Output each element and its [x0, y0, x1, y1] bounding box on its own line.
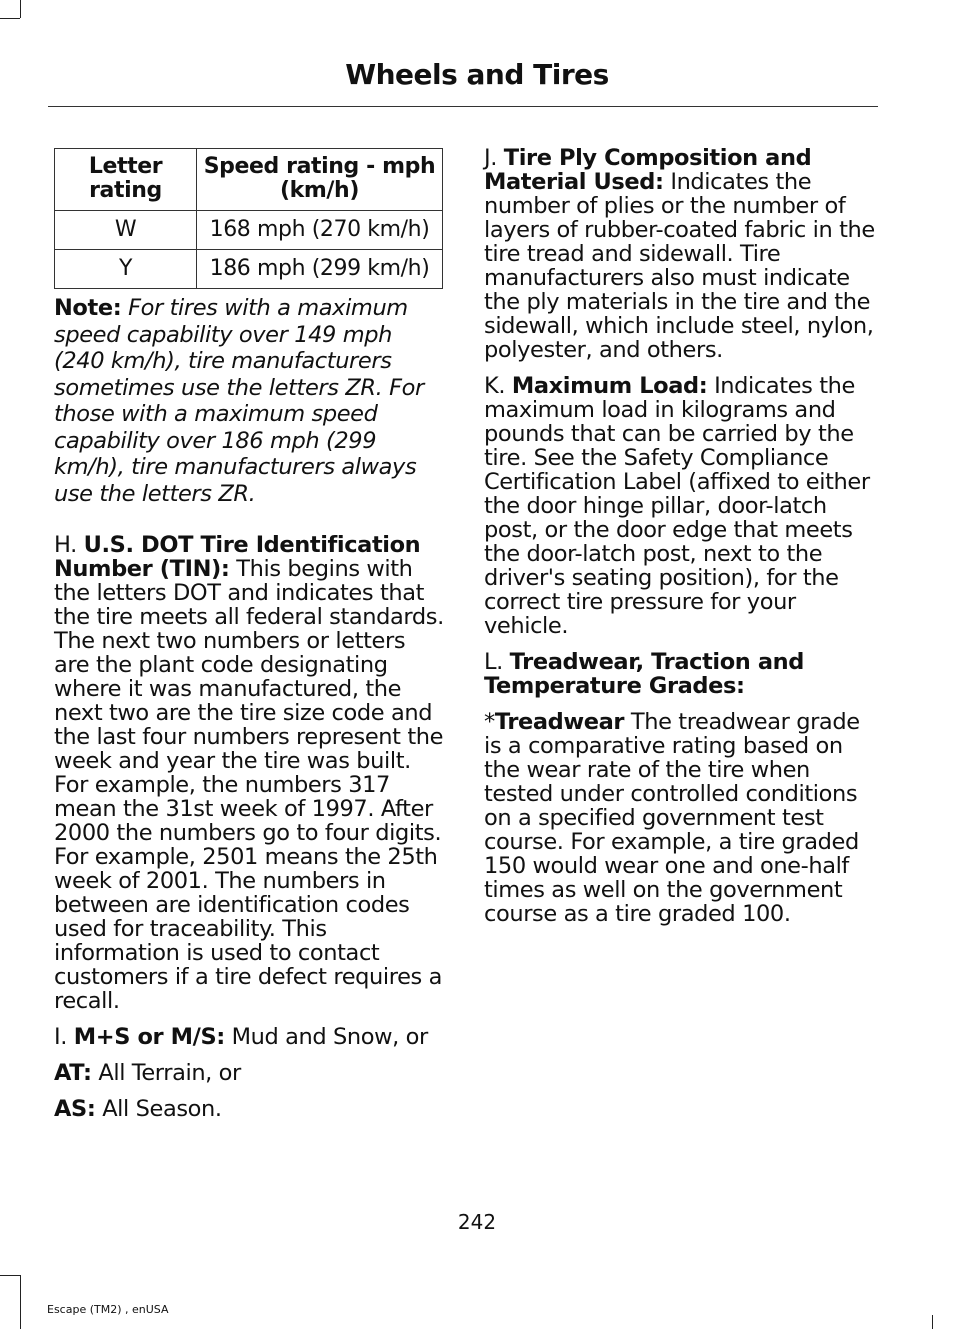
- table-cell: 186 mph (299 km/h): [197, 250, 443, 289]
- table-row: [55, 211, 443, 250]
- note: [54, 295, 446, 507]
- section-term: AT:: [54, 1060, 92, 1086]
- page-title: Wheels and Tires: [345, 58, 609, 91]
- section-text: All Season.: [102, 1096, 222, 1122]
- section-prefix: I.: [54, 1024, 67, 1050]
- section-term: AS:: [54, 1096, 96, 1122]
- crop-mark: [0, 18, 20, 19]
- section-text: This begins with the letters DOT and indicates that the tire meets all federal standards. The next two numbers or letters are the plant code designating where it was manufactured, the next two are the tire size code and the last four numbers represent the week and year the tire was built. For example, the numbers 317 mean the 31st week of 1997. After 2000 the numbers go to four digits. For example, 2501 means the 25th week of 2001. The numbers in between are identification codes used for traceability. This information is used to contact customers if a tire defect requires a recall.: [54, 556, 444, 1014]
- section-term: U.S. DOT Tire Identification Number (TIN):: [54, 532, 421, 582]
- page-number: 242: [457, 1210, 497, 1234]
- section-k: [484, 374, 876, 638]
- section-prefix: K.: [484, 373, 506, 399]
- section-treadwear: [484, 710, 876, 926]
- crop-mark: [20, 0, 21, 18]
- section-prefix: J.: [484, 145, 497, 171]
- footer-label: Escape (TM2) , enUSA: [47, 1303, 169, 1316]
- section-prefix: H.: [54, 532, 77, 558]
- right-column: [484, 146, 876, 926]
- crop-mark: [932, 1315, 933, 1329]
- section-at: [54, 1061, 446, 1085]
- table-cell: Y: [55, 250, 197, 289]
- speed-rating-table: [54, 148, 443, 289]
- section-i: [54, 1025, 446, 1049]
- section-term: M+S or M/S:: [73, 1024, 225, 1050]
- section-term: Treadwear: [494, 709, 625, 735]
- table-cell: W: [55, 211, 197, 250]
- section-text: Indicates the maximum load in kilograms and pounds that can be carried by the tire. See the Safety Compliance Certification Label (affixed to either the door hinge pillar, door-latch post, or the door edge that meets the door-latch post, next to the driver's seating position), for the correct tire pressure for your vehicle.: [484, 373, 870, 639]
- note-text: For tires with a maximum speed capability over 149 mph (240 km/h), tire manufacturers sometimes use the letters ZR. For those with a maximum speed capability over 186 mph (299 km/h), tire manufacturers always use the letters ZR.: [54, 295, 424, 507]
- note-label: Note:: [54, 295, 122, 321]
- table-row: [55, 250, 443, 289]
- section-text: All Terrain, or: [98, 1060, 241, 1086]
- section-text: Indicates the number of plies or the number of layers of rubber-coated fabric in the tire tread and sidewall. Tire manufacturers also must indicate the ply materials in the tire and the sidewall, which include steel, nylon, polyester, and others.: [484, 169, 875, 363]
- table-header-cell: Speed rating - mph (km/h): [197, 149, 443, 211]
- section-as: [54, 1097, 446, 1121]
- crop-mark: [20, 1275, 21, 1329]
- left-column: [54, 148, 446, 1121]
- section-prefix: *: [484, 709, 495, 735]
- crop-mark: [0, 1275, 20, 1276]
- section-h: [54, 533, 446, 1013]
- section-j: [484, 146, 876, 362]
- section-text: Mud and Snow, or: [231, 1024, 428, 1050]
- section-term: Treadwear, Traction and Temperature Grades:: [484, 649, 804, 699]
- table-header-cell: Letter rating: [55, 149, 197, 211]
- title-divider: [48, 106, 878, 107]
- section-prefix: L.: [484, 649, 503, 675]
- table-header-row: [55, 149, 443, 211]
- section-term: Maximum Load:: [511, 373, 708, 399]
- section-text: The treadwear grade is a comparative rating based on the wear rate of the tire when tested under controlled conditions on a specified government test course. For example, a tire graded 150 would wear one and one-half times as well on the government course as a tire graded 100.: [484, 709, 860, 927]
- section-l: [484, 650, 876, 698]
- section-term: Tire Ply Composition and Material Used:: [484, 145, 812, 195]
- table-cell: 168 mph (270 km/h): [197, 211, 443, 250]
